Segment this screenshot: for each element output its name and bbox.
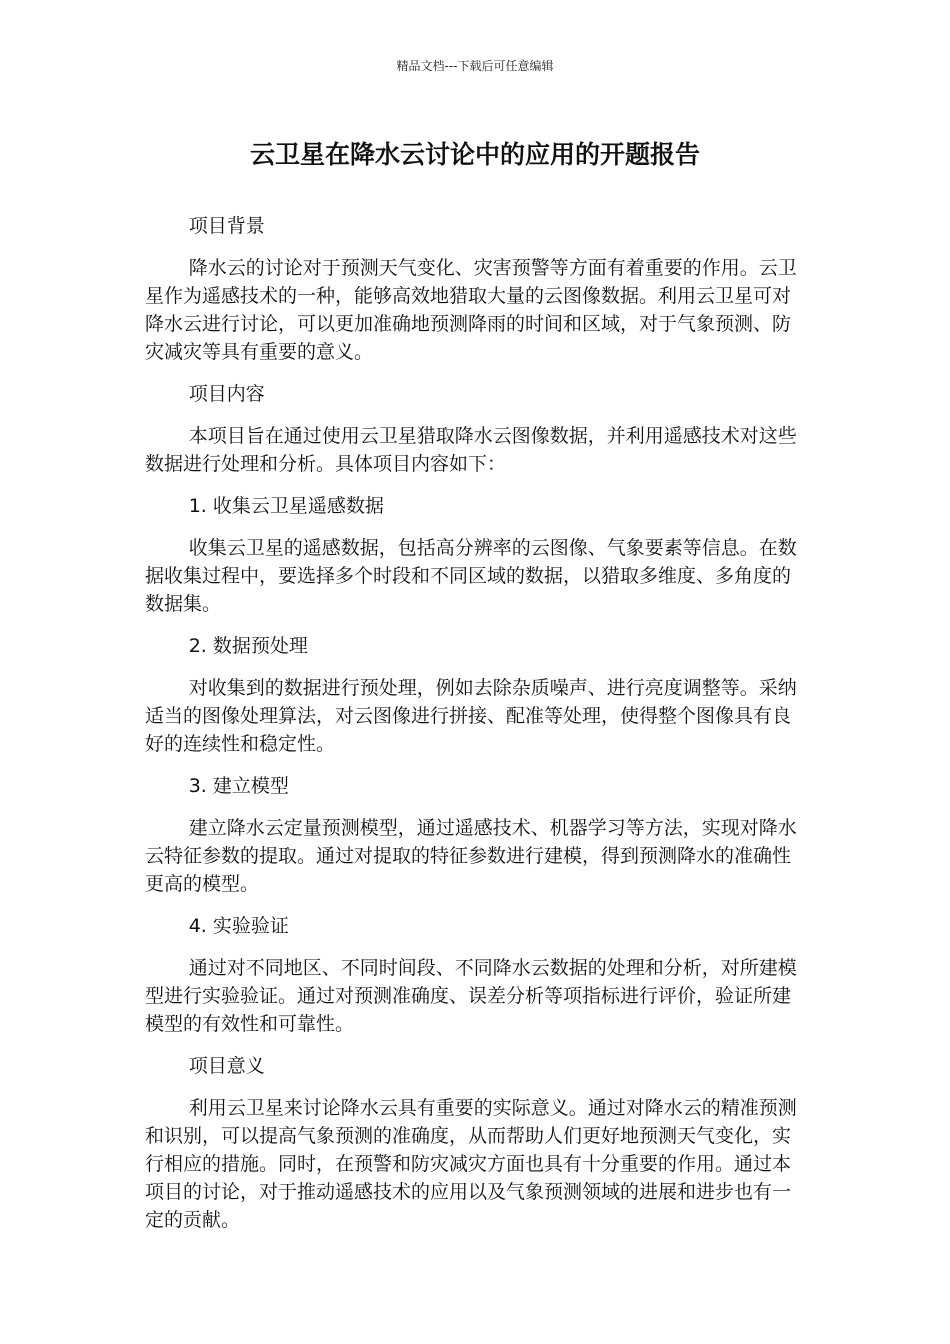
document-body bbox=[145, 212, 805, 1234]
paragraph-content-intro: 本项目旨在通过使用云卫星猎取降水云图像数据，并利用遥感技术对这些数据进行处理和分析。具体项目内容如下： bbox=[145, 425, 797, 475]
document-title: 云卫星在降水云讨论中的应用的开题报告 bbox=[249, 140, 700, 169]
paragraph-preprocessing: 对收集到的数据进行预处理，例如去除杂质噪声、进行亮度调整等。采纳适当的图像处理算法，对云图像进行拼接、配准等处理，使得整个图像具有良好的连续性和稳定性。 bbox=[145, 677, 797, 755]
paragraph-validation: 通过对不同地区、不同时间段、不同降水云数据的处理和分析，对所建模型进行实验验证。通过对预测准确度、误差分析等项指标进行评价，验证所建模型的有效性和可靠性。 bbox=[145, 957, 797, 1035]
list-item-modeling: 3. 建立模型 bbox=[188, 775, 289, 797]
list-item-validation: 4. 实验验证 bbox=[188, 915, 289, 937]
section-heading-significance: 项目意义 bbox=[188, 1055, 265, 1077]
section-heading-content: 项目内容 bbox=[188, 383, 265, 405]
paragraph-background: 降水云的讨论对于预测天气变化、灾害预警等方面有着重要的作用。云卫星作为遥感技术的一种，能够高效地猎取大量的云图像数据。利用云卫星可对降水云进行讨论，可以更加准确地预测降雨的时间和区域，对于气象预测、防灾减灾等具有重要的意义。 bbox=[145, 257, 797, 363]
list-item-data-collection: 1. 收集云卫星遥感数据 bbox=[188, 495, 384, 517]
list-item-preprocessing: 2. 数据预处理 bbox=[188, 635, 308, 657]
paragraph-data-collection: 收集云卫星的遥感数据，包括高分辨率的云图像、气象要素等信息。在数据收集过程中，要选择多个时段和不同区域的数据，以猎取多维度、多角度的数据集。 bbox=[145, 537, 797, 615]
page-header: 精品文档---下载后可任意编辑 bbox=[396, 59, 554, 73]
section-heading-background: 项目背景 bbox=[188, 215, 265, 237]
paragraph-significance: 利用云卫星来讨论降水云具有重要的实际意义。通过对降水云的精准预测和识别，可以提高气象预测的准确度，从而帮助人们更好地预测天气变化，实行相应的措施。同时，在预警和防灾减灾方面也具有十分重要的作用。通过本项目的讨论，对于推动遥感技术的应用以及气象预测领域的进展和进步也有一定的贡献。 bbox=[145, 1097, 797, 1231]
paragraph-modeling: 建立降水云定量预测模型，通过遥感技术、机器学习等方法，实现对降水云特征参数的提取。通过对提取的特征参数进行建模，得到预测降水的准确性更高的模型。 bbox=[145, 817, 797, 895]
